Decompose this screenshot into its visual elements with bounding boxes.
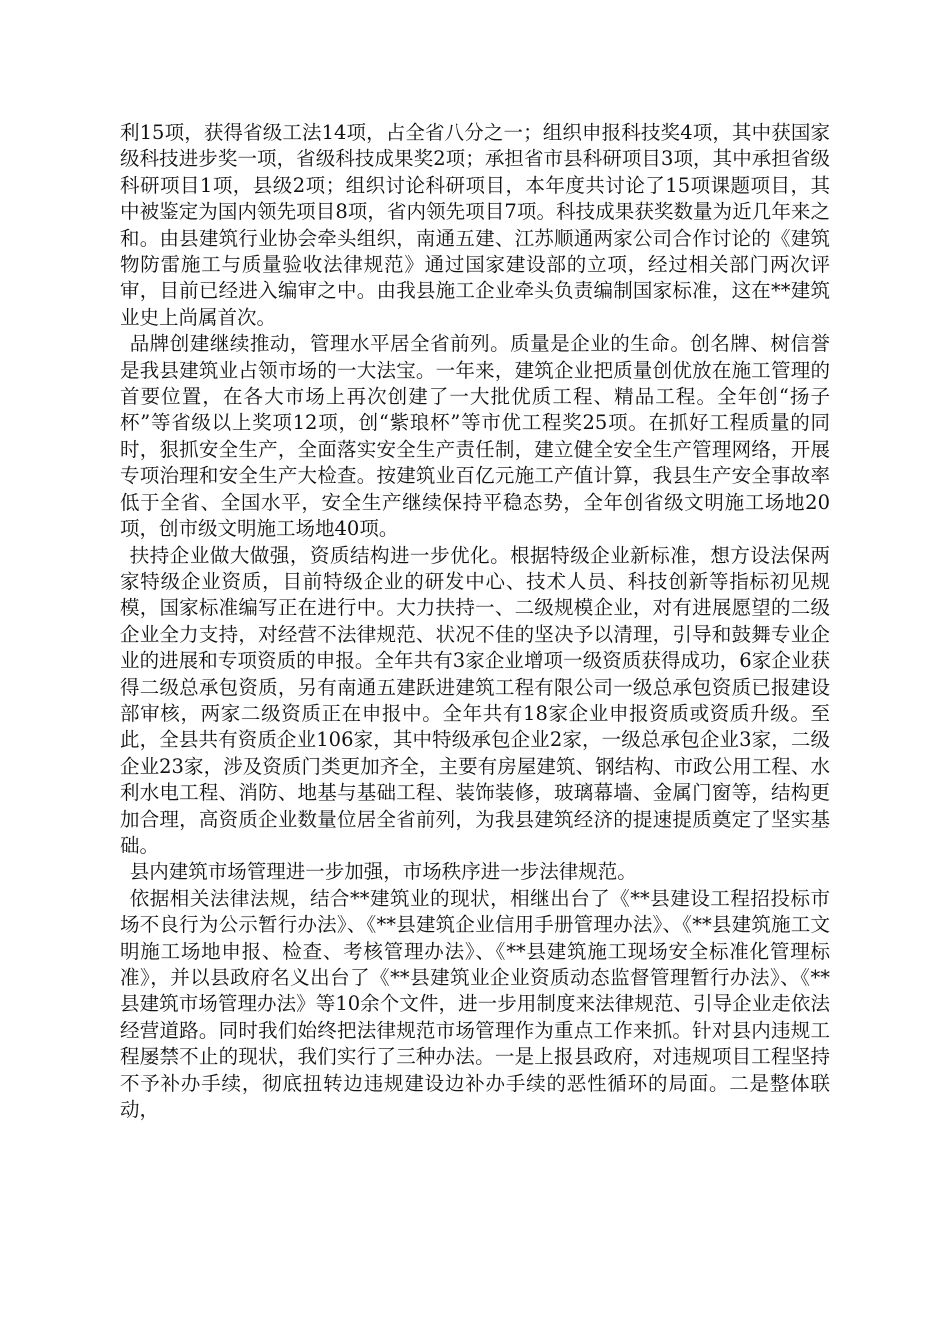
document-body: [120, 120, 830, 1123]
paragraph-brand-quality: 品牌创建继续推动，管理水平居全省前列。质量是企业的生命。创名牌、树信誉是我县建筑业占领市场的一大法宝。一年来，建筑企业把质量创优放在施工管理的首要位置，在各大市场上再次创建了一大批优质工程、精品工程。全年创“扬子杯”等省级以上奖项12项，创“紫琅杯”等市优工程奖25项。在抓好工程质量的同时，狠抓安全生产，全面落实安全生产责任制，建立健全安全生产管理网络，开展专项治理和安全生产大检查。按建筑业百亿元施工产值计算，我县生产安全事故率低于全省、全国水平，安全生产继续保持平稳态势，全年创省级文明施工场地20项，创市级文明施工场地40项。: [120, 332, 830, 541]
paragraph-market-heading: 县内建筑市场管理进一步加强，市场秩序进一步法律规范。: [129, 860, 637, 884]
paragraph-market-regulation: 依据相关法律法规，结合**建筑业的现状，相继出台了《**县建设工程招投标市场不良行为公示暂行办法》、《**县建筑企业信用手册管理办法》、《**县建筑施工文明施工场地申报、检查、考核管理办法》、《**县建筑施工现场安全标准化管理标准》，并以县政府名义出台了《**县建筑业企业资质动态监督管理暂行办法》、《**县建筑市场管理办法》等10余个文件，进一步用制度来法律规范、引导企业走依法经营道路。同时我们始终把法律规范市场管理作为重点工作来抓。针对县内违规工程屡禁不止的现状，我们实行了三种办法。一是上报县政府，对违规项目工程坚持不予补办手续，彻底扭转边违规建设边补办手续的恶性循环的局面。二是整体联动，: [120, 886, 830, 1122]
paragraph-enterprise-qualification: 扶持企业做大做强，资质结构进一步优化。根据特级企业新标准，想方设法保两家特级企业资质，目前特级企业的研发中心、技术人员、科技创新等指标初见规模，国家标准编写正在进行中。大力扶持一、二级规模企业，对有进展愿望的二级企业全力支持，对经营不法律规范、状况不佳的坚决予以清理，引导和鼓舞专业企业的进展和专项资质的申报。全年共有3家企业增项一级资质获得成功，6家企业获得二级总承包资质，另有南通五建跃进建筑工程有限公司一级总承包资质已报建设部审核，两家二级资质正在申报中。全年共有18家企业申报资质或资质升级。至此，全县共有资质企业106家，其中特级承包企业2家，一级总承包企业3家，二级企业23家，涉及资质门类更加齐全，主要有房屋建筑、钢结构、市政公用工程、水利水电工程、消防、地基与基础工程、装饰装修，玻璃幕墙、金属门窗等，结构更加合理，高资质企业数量位居全省前列，为我县建筑经济的提速提质奠定了坚实基础。: [120, 543, 830, 857]
paragraph-tech-achievements: 利15项，获得省级工法14项，占全省八分之一；组织申报科技奖4项，其中获国家级科技进步奖一项，省级科技成果奖2项；承担省市县科研项目3项，其中承担省级科研项目1项，县级2项；组织讨论科研项目，本年度共讨论了15项课题项目，其中被鉴定为国内领先项目8项，省内领先项目7项。科技成果获奖数量为近几年来之和。由县建筑行业协会牵头组织，南通五建、江苏顺通两家公司合作讨论的《建筑物防雷施工与质量验收法律规范》通过国家建设部的立项，经过相关部门两次评审，目前已经进入编审之中。由我县施工企业牵头负责编制国家标准，这在**建筑业史上尚属首次。: [120, 121, 830, 329]
